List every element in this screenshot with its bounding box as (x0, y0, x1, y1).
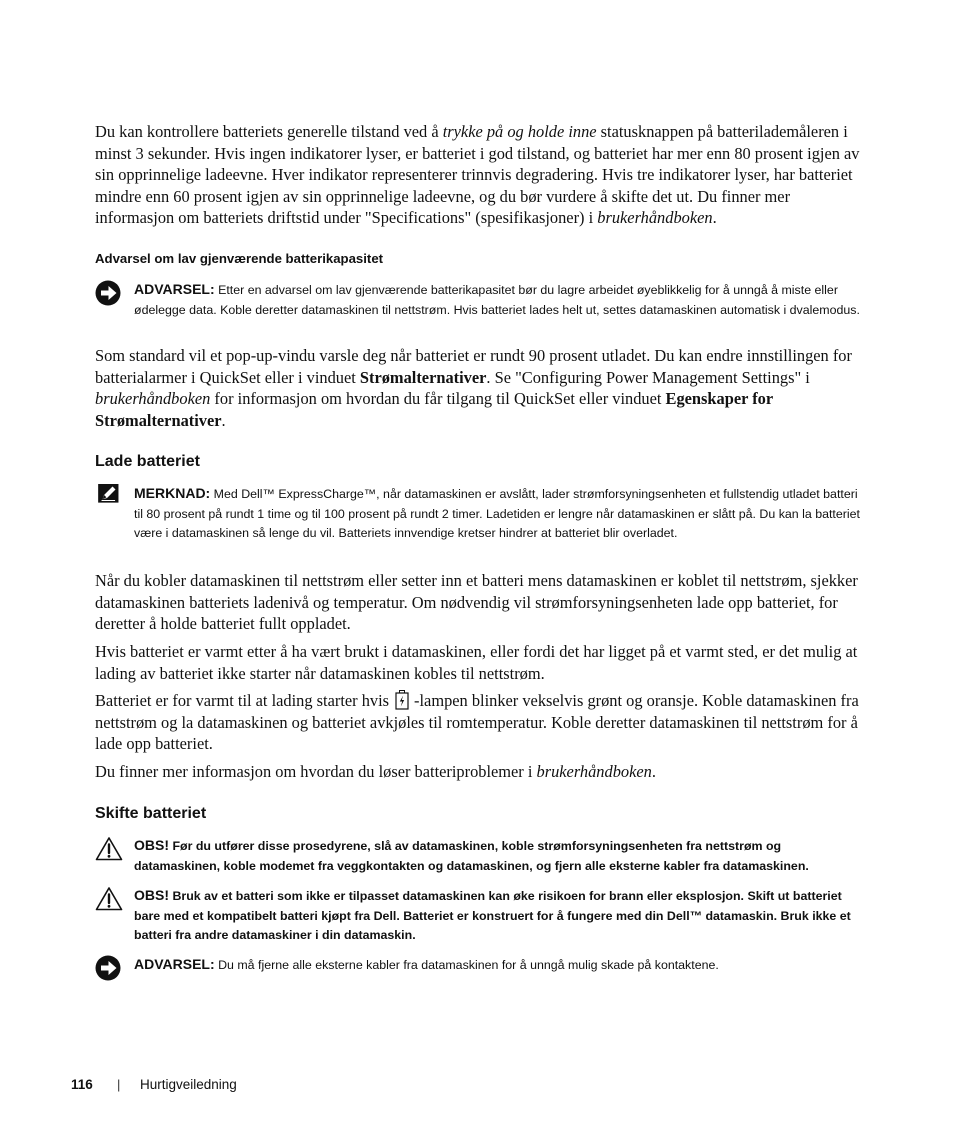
caution-triangle-icon (95, 886, 123, 912)
charge-paragraph-1: Når du kobler datamaskinen til nettstrøm eller setter inn et batteri mens datamaskinen er koblet til nettstrøm, sjekker datamaskinen batteriets ladenivå og temperatur. Om nødvendig vil strømforsyningsenheten lade opp batteriet, for deretter å holde batteriet fullt oppladet. (95, 571, 858, 633)
notice-label: OBS! (134, 837, 169, 853)
notice-text: Du må fjerne alle eksterne kabler fra datamaskinen for å unngå mulig skade på kontaktene. (214, 958, 719, 972)
caution-triangle-icon (95, 836, 123, 862)
notice-advarsel-2 (95, 955, 860, 976)
notice-text: Bruk av et batteri som ikke er tilpasset datamaskinen kan øke risikoen for brann eller eksplosjon. Skift ut batteriet bare med et kompatibelt batteri kjøpt fra Dell. Batteriet er konstruert for å fungere med din Dell™ datamaskin. Bruk ikke et batteri fra andre datamaskiner i din datamaskin. (134, 889, 851, 943)
note-pencil-icon (98, 484, 122, 506)
intro-emphasis-1: trykke på og holde inne (442, 122, 597, 141)
notice-text: Med Dell™ ExpressCharge™, når datamaskinen er avslått, lader strømforsyningsenheten et fullstendig utladet batteri til 80 prosent på rundt 1 time og til 100 prosent på rundt 2 timer. Ladetiden er lengre når datamaskinen er slått på. Du kan la batteriet være i datamaskinen så lenge du vil. Batteriets innvendige kretser hindrer at batteriet blir overladet. (134, 487, 860, 541)
popup-bold-2: Egenskaper for Strømalternativer (95, 389, 773, 430)
notice-label: MERKNAD: (134, 485, 211, 501)
charge-p4-emphasis: brukerhåndboken (536, 762, 652, 781)
notice-text: Før du utfører disse prosedyrene, slå av datamaskinen, koble strømforsyningsenheten fra nettstrøm og datamaskinen, koble modemet fra veggkontakten og datamaskinen, og fjern alle eksterne kabler fra datamaskinen. (134, 839, 809, 873)
charge-p4-text-1: Du finner mer informasjon om hvordan du løser batteriproblemer i (95, 762, 537, 781)
intro-text-3: . (712, 208, 717, 227)
notice-obs-1 (95, 836, 860, 876)
notice-label: ADVARSEL: (134, 281, 215, 297)
popup-bold-1: Strømalternativer (359, 367, 487, 387)
intro-paragraph (95, 121, 860, 229)
notice-label: ADVARSEL: (134, 956, 215, 972)
intro-text-2: statusknappen på batterilademåleren i minst 3 sekunder. Hvis ingen indikatorer lyser, er batteriet i god tilstand, og batteriet har mer enn 80 prosent igjen av sin opprinnelige ladeevne. Hver indikator representerer trinnvis degradering. Hvis tre indikatorer lyser, har batteriet mindre enn 60 prosent igjen av sin opprinnelige ladeevne, og du bør vurdere å skifte det ut. Du finner mer informasjon om batteriets driftstid under "Specifications" (spesifikasjoner) i (95, 122, 860, 227)
charge-p3-text-1: Batteriet er for varmt til at lading starter hvis (95, 691, 390, 710)
intro-text-1: Du kan kontrollere batteriets generelle tilstand ved å (95, 122, 443, 141)
notice-text: Etter en advarsel om lav gjenværende batterikapasitet bør du lagre arbeidet øyeblikkelig for å unngå å miste eller ødelegge data. Koble deretter datamaskinen til nettstrøm. Hvis batteriet lades helt ut, settes datamaskinen automatisk i dvalemodus. (134, 283, 860, 317)
popup-text-3: for informasjon om hvordan du får tilgang til QuickSet eller vinduet (210, 389, 666, 408)
popup-paragraph (95, 345, 860, 431)
notice-arrow-icon (95, 955, 123, 981)
charge-p3-text-2: -lampen blinker vekselvis grønt og oransje. Koble datamaskinen fra nettstrøm og la datamaskinen og batteriet avkjøles til romtemperatur. Koble deretter datamaskinen til nettstrøm for å lade opp batteriet. (95, 691, 859, 753)
notice-arrow-icon (95, 280, 123, 306)
charge-p4-text-2: . (651, 762, 656, 781)
low-battery-heading: Advarsel om lav gjenværende batterikapasitet (95, 251, 384, 266)
notice-label: OBS! (134, 887, 169, 903)
battery-charge-icon (395, 690, 409, 710)
popup-text-2: . Se "Configuring Power Management Settings" i (486, 367, 810, 387)
popup-emphasis-1: brukerhåndboken (95, 389, 211, 408)
charge-paragraph-3 (95, 690, 860, 755)
intro-emphasis-2: brukerhåndboken (597, 208, 713, 227)
section-heading-replace: Skifte batteriet (95, 805, 207, 822)
charge-paragraph-4 (95, 761, 860, 783)
popup-text-4: . (221, 410, 226, 430)
footer-separator: | (117, 1077, 121, 1092)
notice-obs-2 (95, 886, 860, 946)
notice-merknad (95, 484, 860, 544)
popup-text-1: Som standard vil et pop-up-vindu varsle deg når batteriet er rundt 90 prosent utladet. Du kan endre innstillingen for batterialarmer i QuickSet eller i vinduet (95, 346, 852, 387)
charge-paragraph-2: Hvis batteriet er varmt etter å ha vært brukt i datamaskinen, eller fordi det har ligget på et varmt sted, er det mulig at lading av batteriet ikke starter når datamaskinen kobles til nettstrøm. (95, 642, 858, 683)
page-number: 116 (71, 1077, 93, 1092)
notice-advarsel-1 (95, 280, 860, 320)
section-heading-charge: Lade batteriet (95, 453, 200, 470)
footer-title: Hurtigveiledning (140, 1077, 237, 1092)
